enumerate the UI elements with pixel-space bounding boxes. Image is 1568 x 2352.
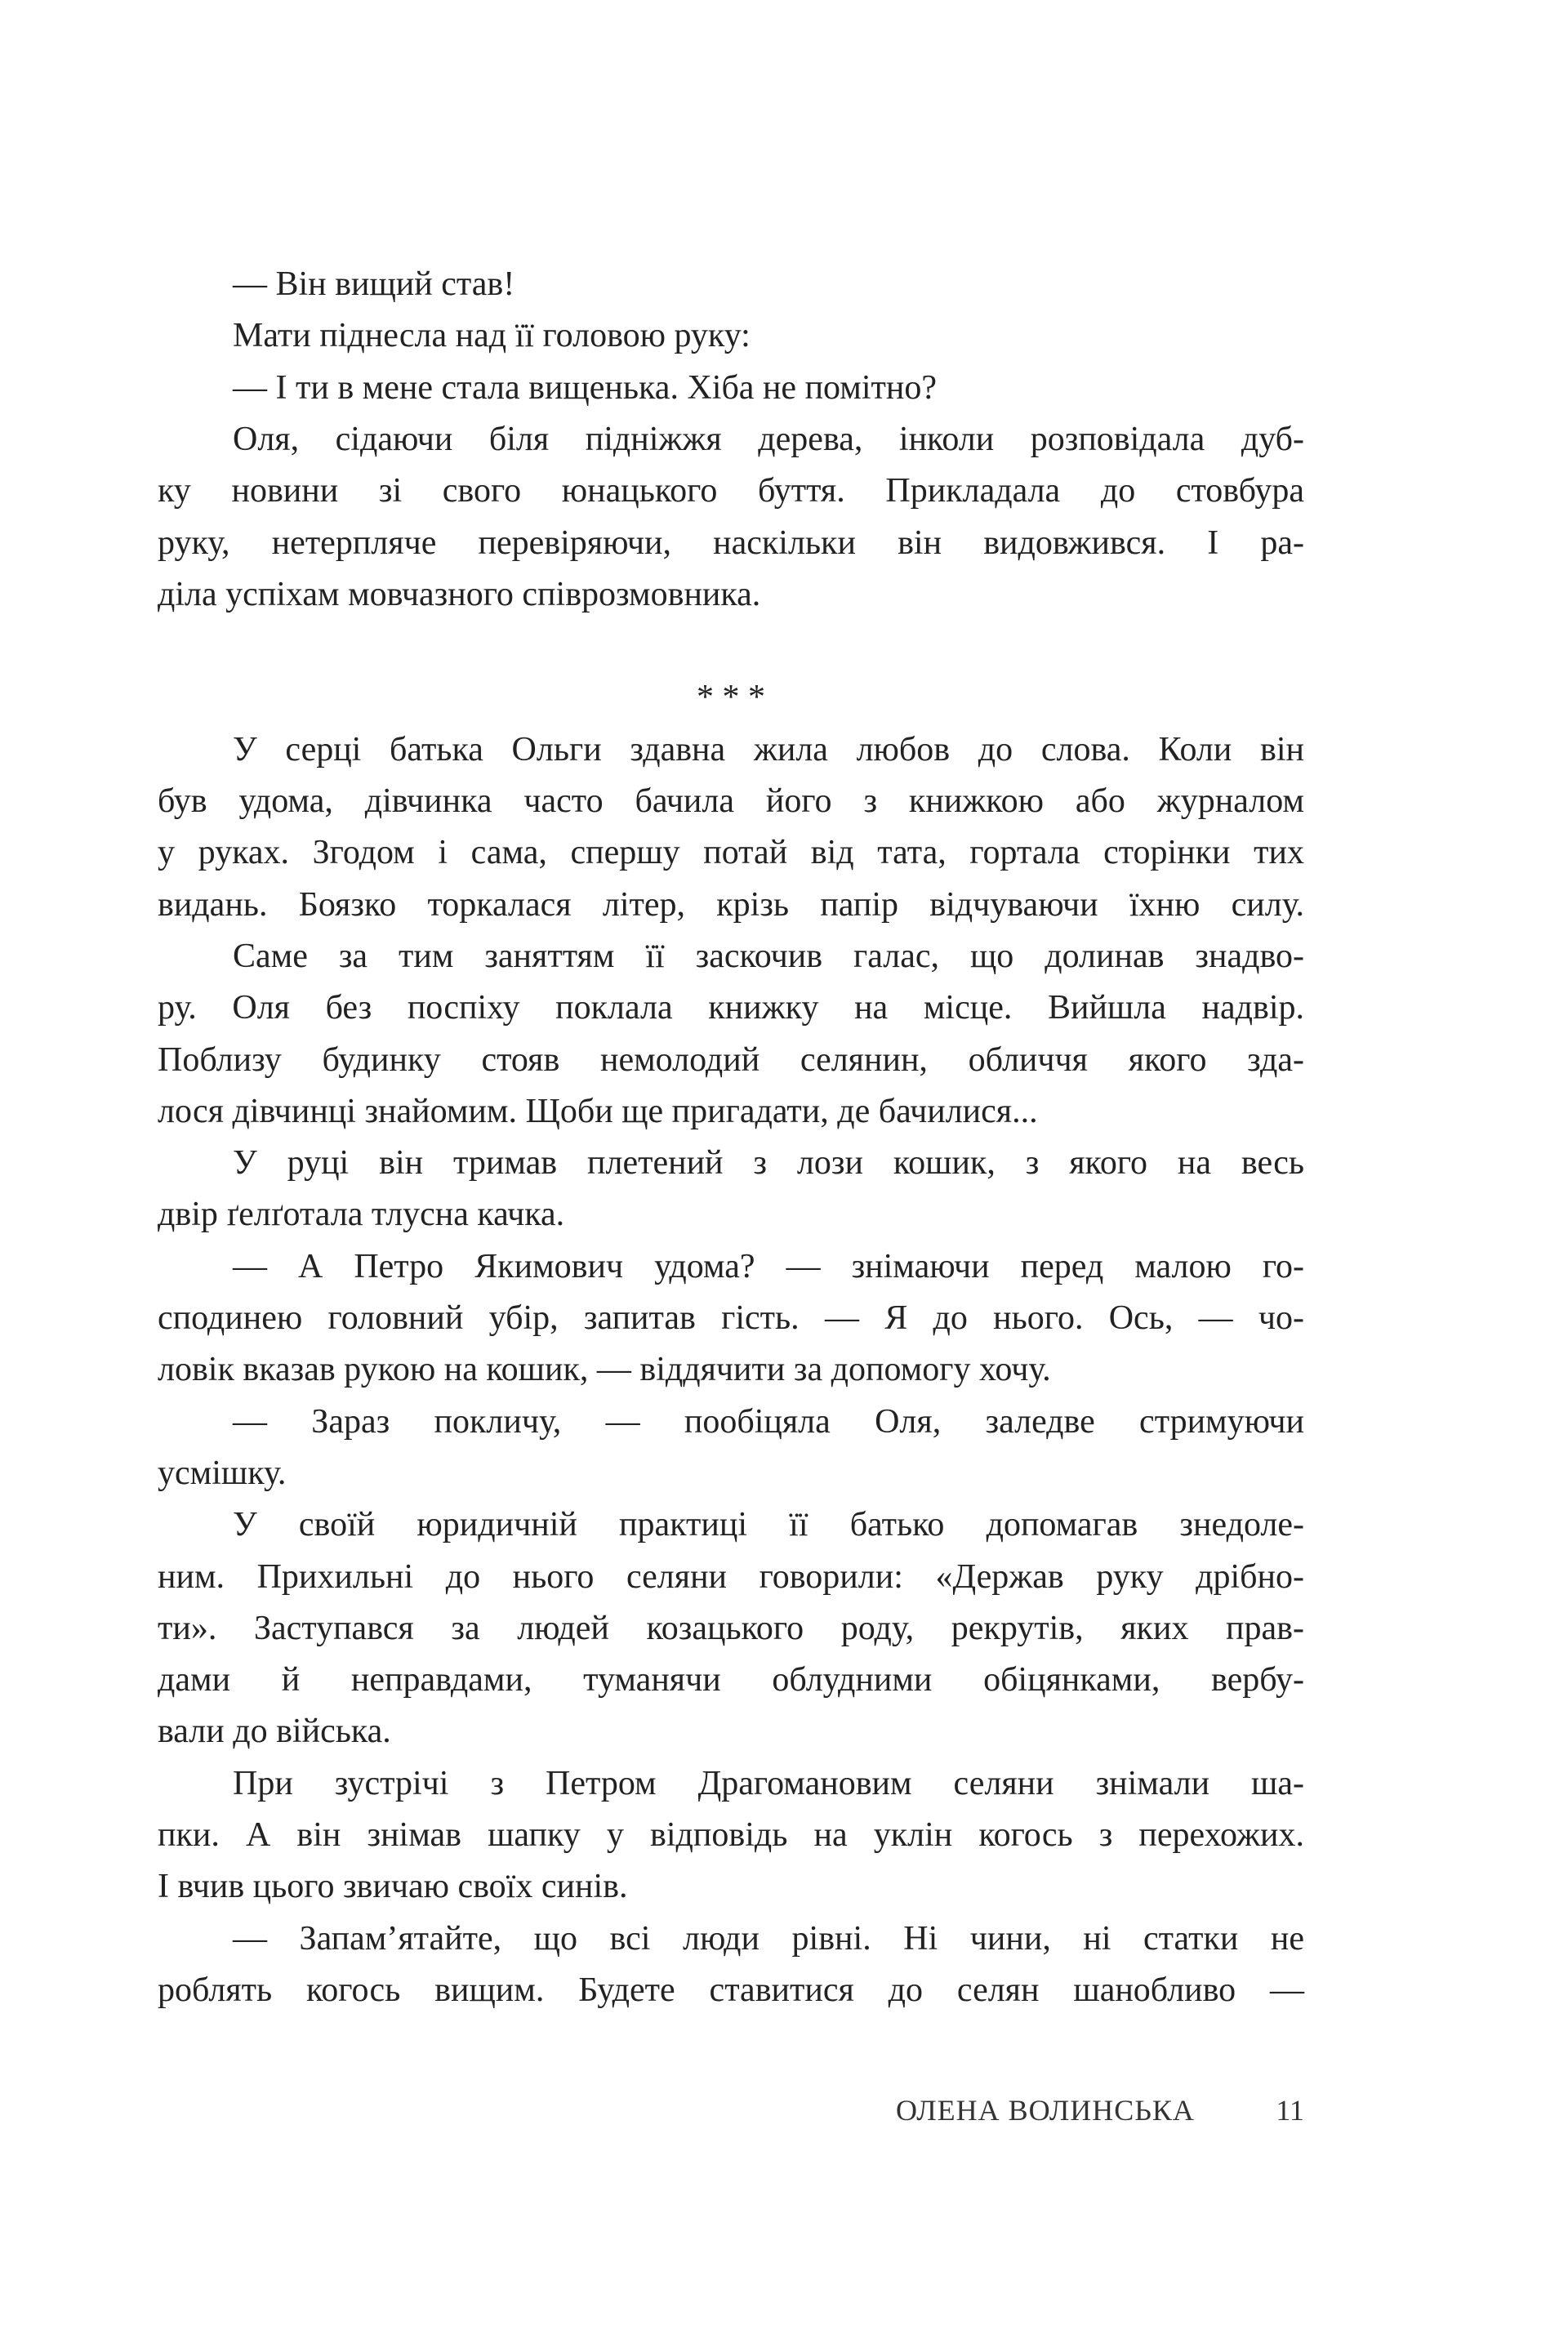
text-line: дами й неправдами, туманячи облудними обіцянками, вербу-: [158, 1661, 1304, 1699]
text-line: вали до війська.: [158, 1713, 391, 1751]
text-line: — Він вищий став!: [233, 265, 515, 303]
text-line: Мати піднесла над її головою руку:: [233, 317, 751, 355]
text-line: сподинею головний убір, запитав гість. — Я до нього. Ось, — чо-: [158, 1299, 1304, 1337]
text-line: роблять когось вищим. Будете ставитися до селян шанобливо —: [158, 1971, 1304, 2009]
text-line: діла успіхам мовчазного співрозмовника.: [158, 575, 761, 613]
section-separator: * * *: [697, 679, 765, 717]
text-line: видань. Боязко торкалася літер, крізь папір відчуваючи їхню силу.: [158, 885, 1304, 924]
text-line: ти». Заступався за людей козацького роду, рекрутів, яких прав-: [158, 1609, 1304, 1647]
text-line: — А Петро Якимович удома? — знімаючи перед малою го-: [233, 1247, 1304, 1285]
text-line: У своїй юридичній практиці її батько допомагав знедоле-: [233, 1506, 1304, 1544]
text-line: — І ти в мене стала вищенька. Хіба не помітно?: [233, 368, 937, 407]
text-line: ним. Прихильні до нього селяни говорили: «Держав руку дрібно-: [158, 1557, 1304, 1596]
text-line: був удома, дівчинка часто бачила його з книжкою або журналом: [158, 782, 1304, 820]
text-line: У руці він тримав плетений з лози кошик, з якого на весь: [233, 1144, 1304, 1183]
text-line: у руках. Згодом і сама, спершу потай від тата, гортала сторінки тих: [158, 834, 1304, 872]
text-line: усмішку.: [158, 1454, 287, 1492]
text-line: пки. А він знімав шапку у відповідь на уклін когось з перехожих.: [158, 1816, 1304, 1854]
text-line: Саме за тим заняттям її заскочив галас, що долинав знадво-: [233, 937, 1304, 975]
text-line: лося дівчинці знайомим. Щоби ще пригадати, де бачилися...: [158, 1092, 1038, 1130]
text-line: — Запам’ятайте, що всі люди рівні. Ні чини, ні статки не: [233, 1919, 1304, 1958]
text-line: — Зараз покличу, — пообіцяла Оля, заледве стримуючи: [233, 1402, 1304, 1441]
text-line: У серці батька Ольги здавна жила любов до слова. Коли він: [233, 730, 1304, 768]
page-number: 11: [1276, 2094, 1304, 2127]
text-line: ру. Оля без поспіху поклала книжку на місце. Вийшла надвір.: [158, 989, 1304, 1027]
text-line: Оля, сідаючи біля підніжжя дерева, інколи розповідала дуб-: [233, 420, 1304, 458]
text-line: руку, нетерпляче перевіряючи, наскільки він видовжився. І ра-: [158, 523, 1304, 562]
text-line: І вчив цього звичаю своїх синів.: [158, 1868, 628, 1906]
text-line: При зустрічі з Петром Драгомановим селяни знімали ша-: [233, 1764, 1304, 1802]
running-footer-author: ОЛЕНА ВОЛИНСЬКА: [896, 2094, 1195, 2127]
text-line: двір ґелґотала тлусна качка.: [158, 1196, 565, 1234]
text-line: Поблизу будинку стояв немолодий селянин, обличчя якого зда-: [158, 1040, 1304, 1079]
text-line: ку новини зі свого юнацького буття. Прикладала до стовбура: [158, 472, 1304, 510]
text-line: ловік вказав рукою на кошик, — віддячити за допомогу хочу.: [158, 1351, 1051, 1389]
